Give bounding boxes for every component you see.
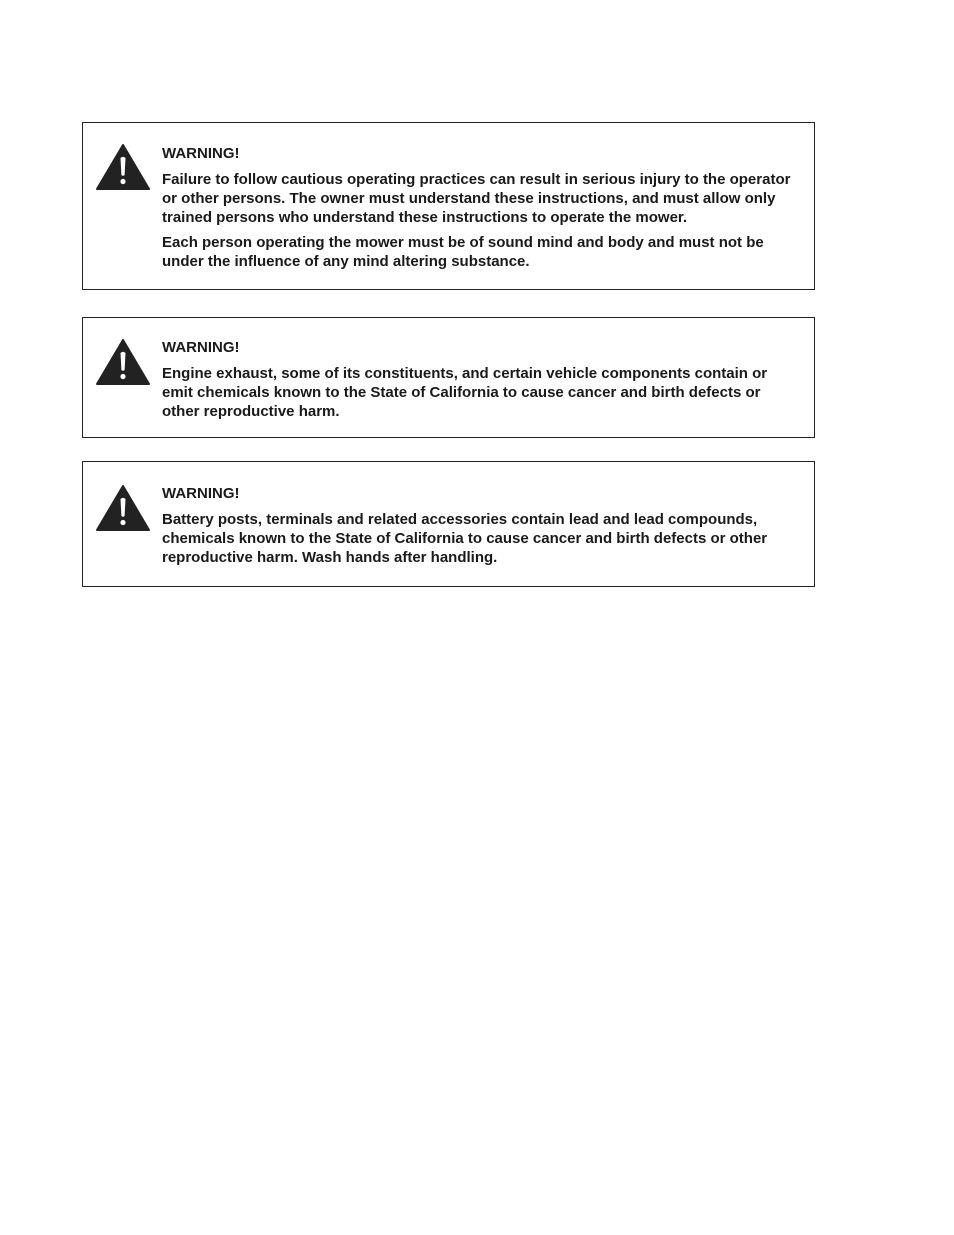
warning-box-battery-lead (82, 461, 815, 587)
warning-triangle-icon (95, 338, 151, 386)
warning-box-operating-practices (82, 122, 815, 290)
warning-content (162, 144, 800, 277)
warning-content (162, 484, 800, 573)
warning-paragraph: Battery posts, terminals and related accessories contain lead and lead compounds, chemicals known to the State of California to cause cancer and birth defects or other reproductive harm. Wash hands after handling. (162, 511, 768, 566)
warning-paragraph: Failure to follow cautious operating practices can result in serious injury to the operator or other persons. The owner must understand these instructions, and must allow only trained persons who understand these instructions to operate the mower. (162, 171, 791, 226)
warning-paragraph: Engine exhaust, some of its constituents, and certain vehicle components contain or emit chemicals known to the State of California to cause cancer and birth defects or other reproductive harm. (162, 365, 768, 420)
warning-content (162, 338, 800, 427)
warning-triangle-icon (95, 143, 151, 191)
warning-heading: WARNING! (162, 485, 240, 502)
warning-paragraph: Each person operating the mower must be of sound mind and body and must not be under the influence of any mind altering substance. (162, 234, 764, 270)
warning-heading: WARNING! (162, 339, 240, 356)
warning-box-engine-exhaust (82, 317, 815, 438)
warning-heading: WARNING! (162, 145, 240, 162)
warning-triangle-icon (95, 484, 151, 532)
